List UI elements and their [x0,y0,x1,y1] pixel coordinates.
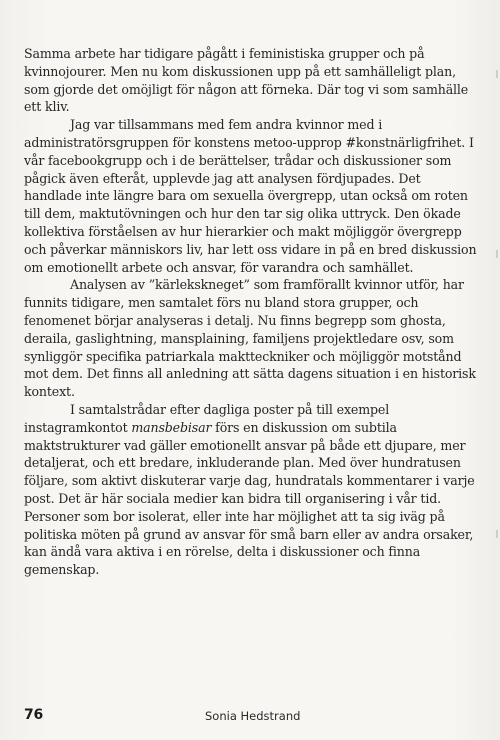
running-footer-author: Sonia Hedstrand [205,709,301,723]
italic-account-name: mansbebisar [131,419,212,435]
paragraph-4-start: I samtalstrådar efter dagliga poster på till exempel instagramkontot [24,401,390,435]
page-edge-mark [496,250,498,258]
page-edge-mark [496,70,498,78]
paragraph-4-end: förs en diskussion om subtila maktstrukturer vad gäller emotionellt ansvar på både ett djupare, mer detaljerat, och ett bredare, inkluderande plan. Med över hundratusen följare, som aktivt diskuterar varje dag, hundratals kommentarer i varje post. Det är här sociala medier kan bidra till organisering i vår tid. Personer som bor isolerat, eller inte har möjlighet att ta sig iväg på politiska möten på grund av ansvar för små barn eller av andra orsaker, kan ändå vara aktiva i en rörelse, delta i diskussioner och finna gemenskap. [24,419,475,578]
paragraph-3: Analysen av ”kärlekskneget” som framförallt kvinnor utför, har funnits tidigare, men samtalet förs nu bland stora grupper, och fenomenet börjar analyseras i detalj. Nu finns begrepp som ghosta, deraila, gaslightning, mansplaining, familjens projektledare osv, som synliggör specifika patriarkala maktteckniker och möjliggör motstånd mot dem. Det finns all anledning att sätta dagens situation i en historisk kontext. [24,277,476,400]
paragraph-4 [24,401,480,579]
paragraph-2: Jag var tillsammans med fem andra kvinnor med i administratörsgruppen för konstens metoo-upprop #konstnärligfrihet. I vår facebookgrupp och i de berättelser, trådar och diskussioner som pågick även efteråt, upplevde jag att analysen fördjupades. Det handlade inte längre bara om sexuella övergrepp, utan också om roten till dem, maktutövningen och hur den tar sig olika uttryck. Den ökade kollektiva förståelsen av hur hierarkier och makt möjliggör övergrepp och påverkar människors liv, har lett oss vidare in på en bred diskussion om emotionellt arbete och ansvar, för varandra och samhället. [24,117,477,275]
page-number: 76 [24,707,43,723]
page-edge-mark [496,530,498,538]
paragraph-1: Samma arbete har tidigare pågått i feministiska grupper och på kvinnojourer. Men nu kom diskussionen upp på ett samhälleligt plan, som gjorde det omöjligt för någon att förneka. Där tog vi som samhälle ett kliv. [24,46,469,115]
body-text [24,45,480,579]
